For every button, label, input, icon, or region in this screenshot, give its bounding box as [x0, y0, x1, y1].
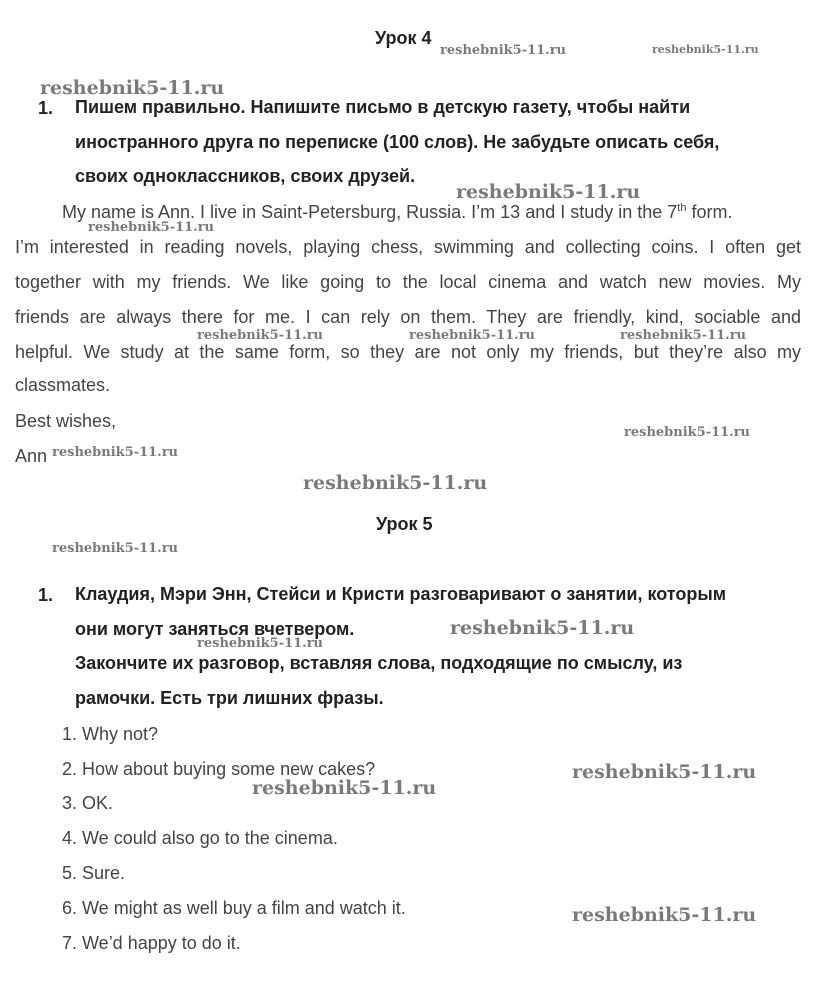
task-line: Пишем правильно. Напишите письмо в детскую газету, чтобы найти — [75, 97, 691, 117]
watermark: reshebnik5-11.ru — [624, 425, 751, 440]
letter-signature: Ann — [15, 446, 48, 466]
list-item: 5. Sure. — [62, 863, 126, 883]
task-line: рамочки. Есть три лишних фразы. — [75, 687, 384, 708]
lesson-4-title: Урок 4 — [375, 28, 432, 48]
watermark: reshebnik5-11.ru — [40, 77, 225, 99]
task-line: иностранного друга по переписке (100 слов). Не забудьте описать себя, — [75, 131, 720, 152]
lesson-5-task — [75, 577, 801, 715]
watermark: reshebnik5-11.ru — [409, 328, 536, 343]
watermark: reshebnik5-11.ru — [88, 220, 215, 235]
watermark: reshebnik5-11.ru — [620, 328, 747, 343]
letter-closing: Best wishes, — [15, 411, 117, 431]
task-line: они могут заняться вчетвером. — [75, 618, 355, 639]
watermark: reshebnik5-11.ru — [450, 617, 635, 639]
list-item: 6. We might as well buy a film and watch it. — [62, 898, 406, 918]
letter-line: together with my friends. We like going to the local cinema and watch new movies. My — [15, 272, 801, 292]
list-item: 1. Why not? — [62, 724, 159, 744]
list-item: 3. OK. — [62, 793, 114, 813]
watermark: reshebnik5-11.ru — [572, 904, 757, 926]
letter-line: I’m interested in reading novels, playing chess, swimming and collecting coins. I often get — [15, 237, 801, 257]
letter-line-text: form. — [686, 202, 733, 222]
watermark: reshebnik5-11.ru — [440, 43, 567, 58]
watermark: reshebnik5-11.ru — [456, 181, 641, 203]
watermark: reshebnik5-11.ru — [197, 328, 324, 343]
lesson-4-task — [75, 90, 801, 194]
list-item: 4. We could also go to the cinema. — [62, 828, 338, 848]
ordinal-suffix: th — [677, 202, 687, 214]
task-line: Закончите их разговор, вставляя слова, подходящие по смыслу, из — [75, 653, 683, 673]
task-line: своих одноклассников, своих друзей. — [75, 166, 416, 186]
list-item: 2. How about buying some new cakes? — [62, 759, 376, 779]
watermark: reshebnik5-11.ru — [652, 43, 759, 56]
list-item: 7. We’d happy to do it. — [62, 933, 241, 953]
task-number: 1. — [38, 98, 54, 118]
watermark: reshebnik5-11.ru — [197, 636, 324, 651]
watermark: reshebnik5-11.ru — [572, 761, 757, 783]
letter-line: friends are always there for me. I can rely on them. They are friendly, kind, sociable and — [15, 307, 801, 327]
watermark: reshebnik5-11.ru — [252, 777, 437, 799]
letter-line: classmates. — [15, 375, 111, 395]
watermark: reshebnik5-11.ru — [52, 445, 179, 460]
task-line: Клаудия, Мэри Энн, Стейси и Кристи разговаривают о занятии, которым — [75, 584, 727, 604]
letter-line: helpful. We study at the same form, so they are not only my friends, but they’re also my — [15, 342, 801, 362]
lesson-5-title: Урок 5 — [376, 514, 433, 534]
task-number: 1. — [38, 585, 54, 605]
watermark: reshebnik5-11.ru — [303, 472, 488, 494]
letter-line-text: My name is Ann. I live in Saint-Petersburg, Russia. I’m 13 and I study in the 7 — [62, 202, 678, 222]
watermark: reshebnik5-11.ru — [52, 541, 179, 556]
